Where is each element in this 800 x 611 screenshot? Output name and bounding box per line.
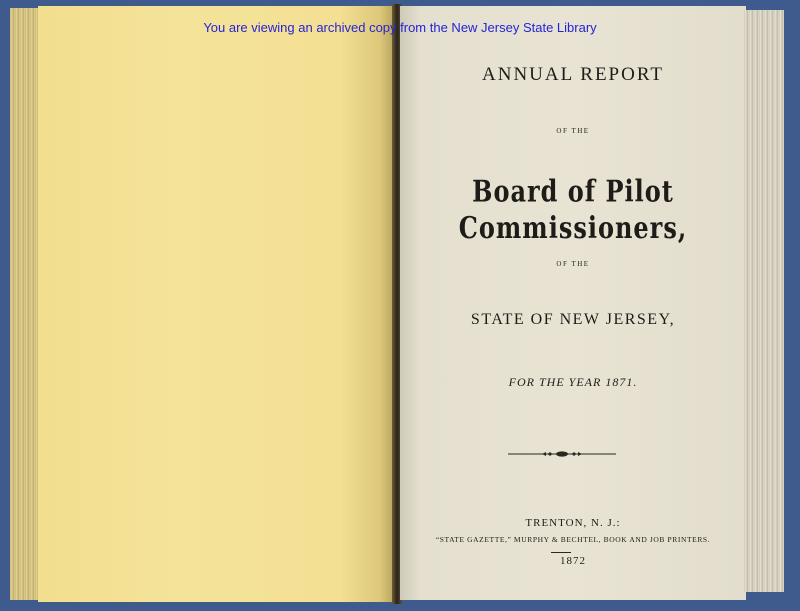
right-page-edges bbox=[744, 10, 784, 592]
title-page bbox=[400, 6, 746, 600]
left-blank-page bbox=[38, 6, 394, 602]
of-the-line-2: OF THE bbox=[556, 260, 590, 268]
board-title: Board of Pilot Commissioners, bbox=[458, 172, 688, 246]
place-of-publication: TRENTON, N. J.: bbox=[525, 517, 621, 529]
ornament-divider-icon bbox=[508, 449, 616, 459]
year-line: FOR THE YEAR 1871. bbox=[508, 375, 638, 389]
annual-report-heading: ANNUAL REPORT bbox=[482, 64, 664, 85]
archive-watermark: You are viewing an archived copy from the New Jersey State Library bbox=[203, 20, 597, 35]
of-the-line-1: OF THE bbox=[556, 127, 590, 135]
printer-line: “STATE GAZETTE,” MURPHY & BECHTEL, BOOK AND JOB PRINTERS. bbox=[435, 535, 711, 544]
state-line: STATE OF NEW JERSEY, bbox=[470, 311, 676, 328]
short-rule bbox=[551, 552, 571, 553]
publication-year: 1872 bbox=[560, 555, 586, 567]
left-page-edges bbox=[10, 8, 40, 600]
